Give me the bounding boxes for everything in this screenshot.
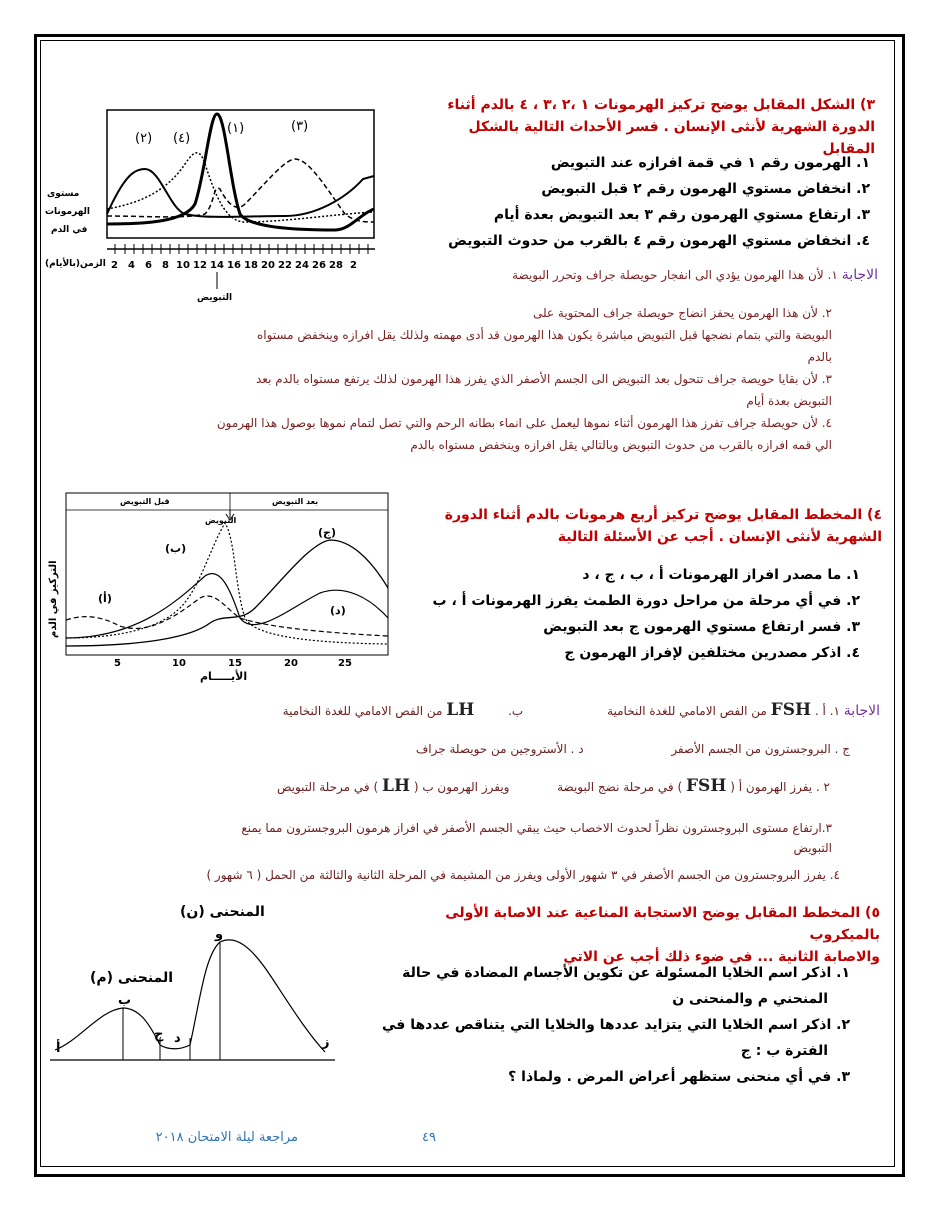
q4-label-b: (ب)	[165, 542, 187, 555]
q5-items	[360, 960, 850, 1090]
q3-answer-4b: الي قمه افرازه بالقرب من حدوث التبويض وبالتالي يقل افرازه وينخفض مستواه بالدم	[410, 438, 832, 452]
q3-answer-4a: ٤. لأن حويصلة جراف تفرز هذا الهرمون أثناء نموها ليعمل على انماء بطانه الرحم والتي تصل لتمام نموها بوصول هذا الهرمون	[216, 416, 832, 430]
q3-ovulation-label: التبويض	[197, 293, 233, 303]
q5-curve-m	[55, 1008, 160, 1050]
q4-a3-line1: ٣.ارتفاع مستوى البروجسترون نظراً لحدوث الاخصاب حيث يبقي الجسم الأصفر في افراز هرمون البروجسترون مما يمنع	[241, 821, 832, 835]
q4-a2-part3: ويفرز الهرمون ب (	[413, 780, 510, 794]
q3-xlabel: الزمن(بالأيام)	[45, 259, 106, 269]
q4-tick-label: 25	[338, 658, 352, 669]
q3-tick-label: 6	[145, 260, 152, 271]
q4-a1-fsh-source: من الفص الامامي للغدة النخامية	[607, 704, 767, 718]
q4-a1-lh-source: من الفص الامامي للغدة النخامية	[282, 704, 443, 718]
q4-after-label: بعد التبويض	[272, 497, 319, 506]
q3-items	[420, 150, 870, 254]
q5-item-2: ٢. اذكر اسم الخلايا التي يتزايد عددها والخلايا التي يتناقص عددها في	[382, 1017, 850, 1033]
q5-item-1-cont: المنحني م والمنحنى ن	[672, 991, 828, 1007]
q3-ylabel-1: مستوى	[47, 189, 80, 199]
q4-hormone-graph	[40, 488, 392, 683]
q3-tick-label: 10	[176, 260, 190, 271]
q3-item-3: ٣. ارتفاع مستوي الهرمون رقم ٣ بعد التبويض بعدة أيام	[493, 207, 870, 223]
q5-title-line1: ٥) المخطط المقابل يوضح الاستجابة المناعية عند الاصابة الأولى بالميكروب	[445, 905, 880, 943]
q3-tick-label: 2	[111, 260, 118, 271]
q4-title-line1: ٤) المخطط المقابل يوضح تركيز أربع هرمونات بالدم أثناء الدورة	[444, 507, 882, 523]
q4-a2-fsh: FSH	[685, 776, 727, 796]
q4-label-d: (د)	[330, 604, 346, 617]
q4-tick-label: 15	[228, 658, 242, 669]
q5-item-2-cont: الفترة ب : ج	[740, 1043, 828, 1059]
q3-item-2: ٢. انخفاض مستوي الهرمون رقم ٢ قبل التبويض	[541, 181, 870, 197]
q4-a2-lh: LH	[381, 776, 410, 796]
q5-pt-b: ب	[118, 993, 132, 1008]
q4-answer-2	[160, 776, 830, 796]
q4-a1-c: ج . البروجسترون من الجسم الأصفر	[671, 742, 850, 756]
q4-a1-prefix: ١. أ .	[814, 704, 840, 718]
q3-answers-rest	[60, 302, 832, 456]
q3-label-1: (١)	[227, 121, 245, 136]
q4-ovulation-label: التبويض	[205, 516, 237, 525]
q4-items	[420, 562, 860, 666]
q4-a1-lh: LH	[446, 700, 475, 720]
q3-tick-label: 24	[295, 260, 309, 271]
q4-answer-4: ٤. يفرز البروجسترون من الجسم الأصفر في ٣ شهور الأولى ويفرز من المشيمة في المرحلة الثانية والثالثة من الحمل ( ٦ شهور )	[206, 868, 840, 882]
q5-curve-n	[190, 940, 325, 1052]
q4-tick-label: 5	[114, 658, 121, 669]
q5-item-1: ١. اذكر اسم الخلايا المسئولة عن تكوين الأجسام المضادة في حالة	[402, 965, 850, 981]
q3-ylabel-2: الهرمونات	[45, 207, 91, 217]
q4-a2-part1: ٢ . يفرز الهرمون أ (	[730, 780, 830, 794]
q3-answer-2c: بالدم	[807, 350, 832, 364]
q3-curve-2	[107, 169, 374, 217]
q5-pt-a: أ	[56, 1041, 61, 1056]
q3-label-2: (٢)	[135, 131, 153, 146]
q4-a1-b: ب.	[508, 704, 524, 718]
q3-tick-label: 22	[278, 260, 292, 271]
q4-label-c: (ج)	[318, 526, 336, 539]
q3-tick-label: 16	[227, 260, 241, 271]
q5-pt-z: ز	[322, 1035, 330, 1050]
q3-item-4: ٤. انخفاض مستوي الهرمون رقم ٤ بالقرب من حدوث التبويض	[448, 233, 870, 249]
q4-curve-c	[66, 540, 388, 646]
q4-ylabel: التركيز في الدم	[48, 560, 59, 638]
q5-curve-n-label: المنحنى (ن)	[180, 904, 265, 920]
q4-title-line2: الشهرية لأنثى الإنسان . أجب عن الأسئلة التالية	[557, 529, 882, 545]
q5-curve-m-label: المنحنى (م)	[90, 970, 174, 986]
q3-answer-text-1: ١. لأن هذا الهرمون يؤدي الى انفجار حويصلة جراف وتحرر البويضة	[512, 268, 838, 282]
q3-title-line1: ٣) الشكل المقابل يوضح تركيز الهرمونات ١ ،٢ ،٣ ، ٤ بالدم أثناء	[447, 97, 875, 113]
footer-title: مراجعة ليلة الامتحان ٢٠١٨	[155, 1130, 298, 1145]
q4-answer-3	[100, 818, 832, 858]
q4-a2-part2: ) في مرحلة نضج البويضة	[557, 780, 683, 794]
q3-answer-2a: ٢. لأن هذا الهرمون يحفز انضاج حويصلة جراف المحتوية على	[532, 306, 832, 320]
q3-tick-label: 18	[244, 260, 258, 271]
q5-immune-graph	[50, 900, 340, 1070]
q3-label-4: (٤)	[173, 131, 191, 146]
q3-ylabel-3: في الدم	[51, 225, 88, 235]
q5-pt-w: و	[215, 927, 224, 942]
q3-item-1: ١. الهرمون رقم ١ في قمة افرازه عند التبويض	[550, 155, 870, 171]
q4-answer-1	[150, 700, 880, 720]
q4-a3-line2: التبويض	[793, 841, 832, 855]
q4-xlabel: الأيـــــام	[200, 670, 248, 683]
q4-item-2: ٢. في أي مرحلة من مراحل دورة الطمث يفرز الهرمونات أ ، ب	[432, 593, 860, 609]
q3-tick-label: 20	[261, 260, 275, 271]
q3-label-3: (٣)	[291, 119, 309, 134]
q3-tick-label: 2	[350, 260, 357, 271]
q3-tick-label: 14	[210, 260, 224, 271]
q4-answer-1-cd	[280, 742, 850, 756]
q4-tick-label: 20	[284, 658, 298, 669]
q3-title-line2: الدورة الشهرية لأنثى الإنسان . فسر الأحداث التالية بالشكل المقابل	[468, 119, 875, 157]
q5-title-line2: والاصابة الثانية ... في ضوء ذلك أجب عن الاتي	[563, 949, 880, 965]
q4-item-4: ٤. اذكر مصدرين مختلفين لإفراز الهرمون ج	[564, 645, 860, 661]
q4-tick-label: 10	[172, 658, 186, 669]
page-number: ٤٩	[422, 1130, 436, 1145]
q3-tick-label: 28	[329, 260, 343, 271]
q5-pt-d: د	[174, 1031, 181, 1046]
q4-before-label: قبل التبويض	[120, 497, 170, 506]
q4-a2-part4: ) في مرحلة التبويض	[276, 780, 379, 794]
q3-tick-label: 4	[128, 260, 135, 271]
q3-answer-3b: التبويض بعدة أيام	[746, 394, 832, 408]
q4-ticks	[114, 658, 352, 669]
q3-answer-label: الاجابة	[841, 267, 878, 283]
q4-a1-fsh: FSH	[770, 700, 812, 720]
q3-tick-label: 26	[312, 260, 326, 271]
q4-item-3: ٣. فسر ارتفاع مستوي الهرمون ج بعد التبويض	[543, 619, 860, 635]
q3-answer-2b: البويضة والتي بتمام نضجها قبل التبويض مباشرة يكون هذا الهرمون قد أدى مهمته ولذلك يقل افرازه وينخفض مستواه	[256, 328, 832, 342]
q5-item-3: ٣. في أي منحنى ستظهر أعراض المرض . ولماذا ؟	[508, 1069, 850, 1085]
q3-answer-3a: ٣. لأن بقايا حويصة جراف تتحول بعد التبويض الى الجسم الأصفر الذي يفرز هذا الهرمون لذلك يرتفع مستواه بالدم بعد	[256, 372, 832, 386]
q4-item-1: ١. ما مصدر افراز الهرمونات أ ، ب ، ج ، د	[582, 567, 860, 583]
q4-title	[420, 504, 882, 548]
q5-pt-j: ج	[154, 1027, 164, 1042]
q3-tick-label: 8	[162, 260, 169, 271]
q3-answer-1	[60, 264, 878, 286]
q3-tick-label: 12	[193, 260, 207, 271]
q4-answer-label: الاجابة	[843, 703, 880, 719]
q5-title	[380, 902, 880, 968]
q4-a1-d: د . الأستروجين من حويصلة جراف	[415, 742, 584, 756]
q4-label-a: (أ)	[98, 592, 112, 605]
